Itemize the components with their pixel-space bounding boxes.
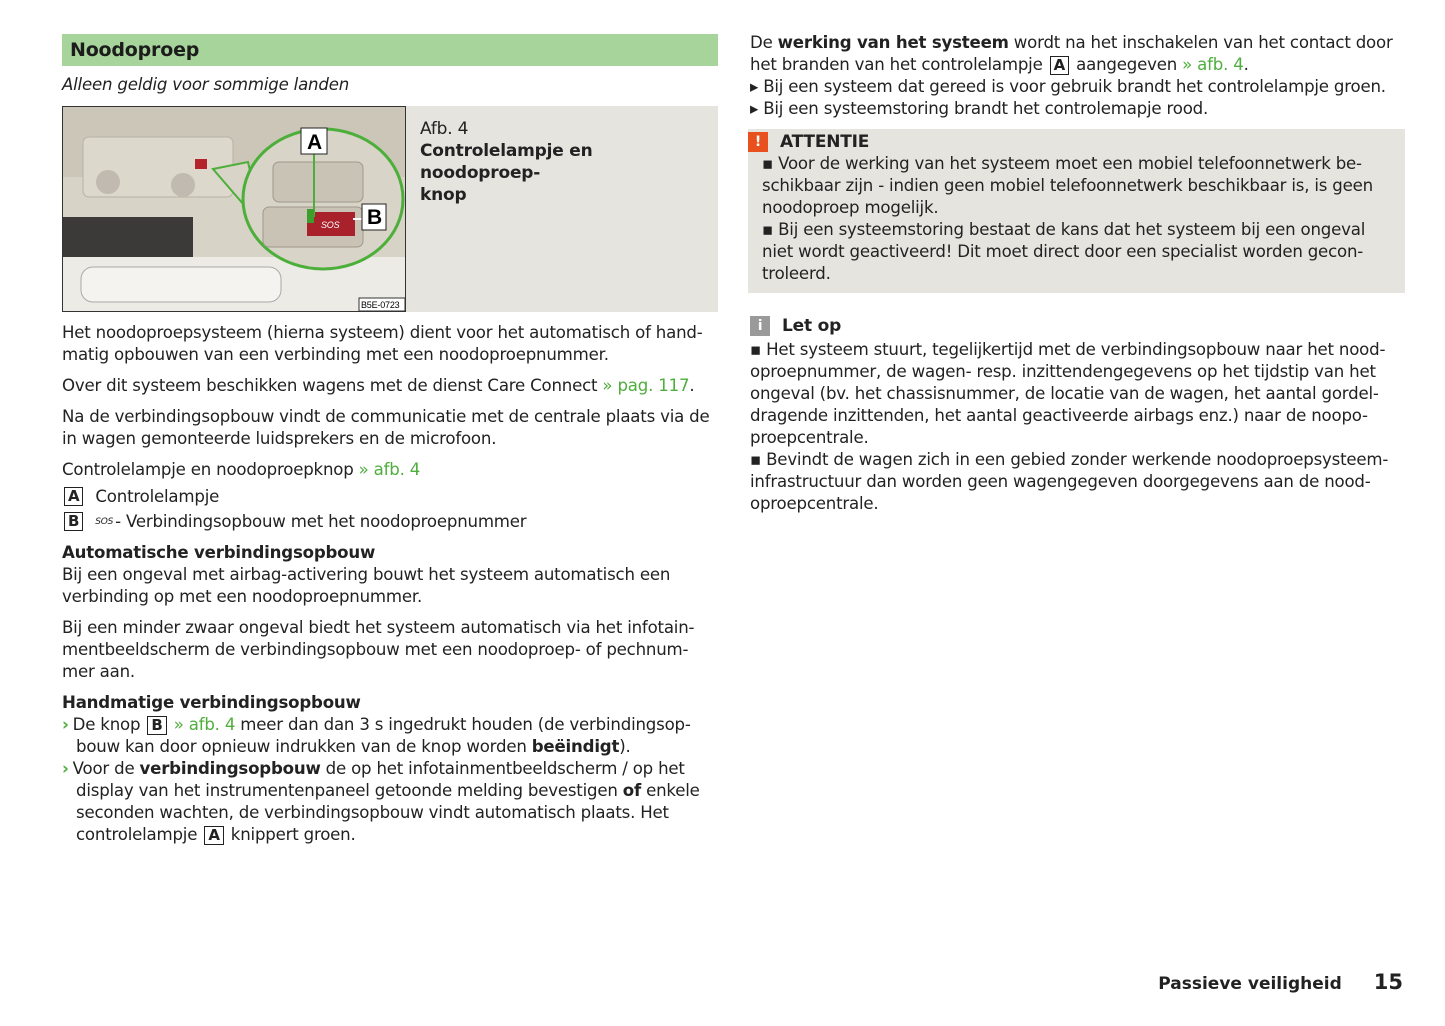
text-line bbox=[762, 219, 1393, 241]
note-text bbox=[750, 339, 1405, 515]
text-run: meer dan dan 3 s ingedrukt houden (de verbindingsop- bbox=[235, 715, 691, 734]
bold-text: verbindingsopbouw bbox=[139, 759, 321, 778]
legend-key: B bbox=[64, 512, 83, 531]
text-line bbox=[750, 98, 1405, 120]
sos-icon: SOS bbox=[95, 516, 114, 527]
text-line bbox=[762, 175, 1393, 197]
section-title: Noodoproep bbox=[62, 34, 718, 66]
note-box bbox=[750, 315, 1405, 515]
step-chevron-icon: › bbox=[62, 715, 69, 734]
text-line bbox=[62, 780, 718, 802]
note-header bbox=[750, 315, 1405, 337]
figure-caption-line: knop bbox=[420, 185, 467, 205]
info-icon: i bbox=[750, 316, 770, 336]
text-run: oproepcentrale. bbox=[750, 494, 879, 513]
text-line bbox=[762, 197, 1393, 219]
key-label: B bbox=[147, 716, 166, 735]
figure-code: B5E-0723 bbox=[361, 300, 400, 310]
text-run: matig opbouwen van een verbinding met een noodoproepnummer. bbox=[62, 345, 609, 364]
text-run: controlelampje bbox=[76, 825, 203, 844]
text-run: ongeval (bv. het chassisnummer, de locatie van de wagen, het aantal gordel- bbox=[750, 384, 1379, 403]
text-line bbox=[750, 383, 1405, 405]
bold-text: beëindigt bbox=[531, 737, 620, 756]
warning-title: ATTENTIE bbox=[780, 132, 870, 152]
text-line bbox=[750, 361, 1405, 383]
cross-reference-link[interactable]: » afb. 4 bbox=[1182, 55, 1244, 74]
intro bbox=[750, 32, 1405, 120]
legend-item-a bbox=[62, 484, 718, 509]
text-run: De knop bbox=[72, 715, 146, 734]
text-line bbox=[62, 758, 718, 780]
body-paragraphs bbox=[62, 322, 718, 481]
figure bbox=[62, 106, 718, 312]
text-run: . bbox=[689, 376, 695, 395]
legend bbox=[62, 484, 718, 534]
text-run: ▪ Het systeem stuurt, tegelijkertijd met de verbindingsopbouw naar het nood- bbox=[750, 340, 1386, 359]
text-run: Voor de bbox=[72, 759, 140, 778]
warning-header bbox=[748, 131, 1393, 153]
left-column bbox=[62, 34, 718, 846]
text-line bbox=[750, 449, 1405, 471]
text-line bbox=[62, 661, 718, 683]
text-line bbox=[750, 32, 1405, 54]
auto-paragraphs bbox=[62, 564, 718, 683]
legend-key: A bbox=[64, 487, 83, 506]
paragraph bbox=[62, 714, 718, 758]
text-run: in wagen gemonteerde luidsprekers en de microfoon. bbox=[62, 429, 497, 448]
paragraph bbox=[62, 322, 718, 366]
text-run: De bbox=[750, 33, 778, 52]
sos-label: SOS bbox=[321, 220, 340, 230]
text-line bbox=[762, 263, 1393, 285]
page-footer bbox=[1158, 970, 1403, 994]
text-run: ▪ Bij een systeemstoring bestaat de kans dat het systeem bij een ongeval bbox=[762, 220, 1366, 239]
paragraph bbox=[62, 375, 718, 397]
warning-text bbox=[762, 153, 1393, 285]
text-line bbox=[62, 617, 718, 639]
text-line bbox=[62, 736, 718, 758]
text-line bbox=[750, 427, 1405, 449]
step-chevron-icon: › bbox=[62, 759, 69, 778]
text-run: schikbaar zijn - indien geen mobiel telefoonnetwerk beschikbaar is, is geen bbox=[762, 176, 1373, 195]
text-run: infrastructuur dan worden geen wagengegeven doorgegevens aan de nood- bbox=[750, 472, 1371, 491]
key-label: A bbox=[204, 826, 223, 845]
text-line bbox=[762, 153, 1393, 175]
text-run: aangegeven bbox=[1071, 55, 1183, 74]
text-line bbox=[62, 406, 718, 428]
text-line bbox=[62, 428, 718, 450]
text-run: wordt na het inschakelen van het contact door bbox=[1008, 33, 1393, 52]
text-run: seconden wachten, de verbindingsopbouw vindt automatisch plaats. Het bbox=[76, 803, 669, 822]
paragraph bbox=[62, 459, 718, 481]
text-line bbox=[750, 493, 1405, 515]
text-line bbox=[750, 54, 1405, 76]
bold-text: werking van het systeem bbox=[777, 33, 1009, 52]
paragraph bbox=[62, 564, 718, 608]
text-line bbox=[62, 639, 718, 661]
text-line bbox=[750, 471, 1405, 493]
cross-reference-link[interactable]: » afb. 4 bbox=[168, 715, 236, 734]
text-line bbox=[62, 375, 718, 397]
text-line bbox=[62, 714, 718, 736]
text-line bbox=[62, 586, 718, 608]
text-run: ▸ Bij een systeem dat gereed is voor gebruik brandt het controlelampje groen. bbox=[750, 77, 1386, 96]
page-number: 15 bbox=[1373, 970, 1403, 994]
text-line bbox=[750, 339, 1405, 361]
text-run: het branden van het controlelampje bbox=[750, 55, 1048, 74]
marker-a: A bbox=[307, 131, 322, 154]
warning-icon: ! bbox=[748, 132, 768, 152]
text-line bbox=[750, 76, 1405, 98]
note-title: Let op bbox=[782, 316, 842, 336]
text-run: display van het instrumentenpaneel getoonde melding bevestigen bbox=[76, 781, 623, 800]
text-run: ▪ Voor de werking van het systeem moet een mobiel telefoonnetwerk be- bbox=[762, 154, 1362, 173]
text-run: proepcentrale. bbox=[750, 428, 869, 447]
figure-caption bbox=[406, 106, 718, 312]
text-line bbox=[750, 405, 1405, 427]
paragraph bbox=[762, 153, 1393, 285]
subtitle: Alleen geldig voor sommige landen bbox=[62, 75, 350, 94]
text-run: Bij een ongeval met airbag-activering bouwt het systeem automatisch een bbox=[62, 565, 671, 584]
text-run: dragende inzittenden, het aantal geactiveerde airbags enz.) naar de noopo- bbox=[750, 406, 1368, 425]
text-run: oproepnummer, de wagen- resp. inzittendengegevens op het tijdstip van het bbox=[750, 362, 1376, 381]
text-run: mer aan. bbox=[62, 662, 135, 681]
figure-label: Afb. 4 bbox=[420, 119, 469, 139]
text-run: Over dit systeem beschikken wagens met de dienst Care Connect bbox=[62, 376, 603, 395]
cross-reference-link[interactable]: » afb. 4 bbox=[358, 460, 421, 479]
text-run: Bij een minder zwaar ongeval biedt het systeem automatisch via het infotain- bbox=[62, 618, 695, 637]
chapter-name: Passieve veiligheid bbox=[1158, 974, 1342, 994]
text-line bbox=[762, 241, 1393, 263]
legend-text: - Verbindingsopbouw met het noodoproepnummer bbox=[115, 511, 527, 531]
text-line bbox=[62, 802, 718, 824]
text-line bbox=[62, 564, 718, 586]
text-run: troleerd. bbox=[762, 264, 831, 283]
text-line bbox=[62, 344, 718, 366]
paragraph bbox=[750, 32, 1405, 120]
text-run: niet wordt geactiveerd! Dit moet direct door een specialist worden gecon- bbox=[762, 242, 1364, 261]
text-run: ▸ Bij een systeemstoring brandt het controlemapje rood. bbox=[750, 99, 1209, 118]
paragraph bbox=[62, 758, 718, 846]
figure-caption-line: Controlelampje en noodoproep- bbox=[420, 141, 593, 183]
text-run: Controlelampje en noodoproepknop bbox=[62, 460, 359, 479]
text-run: ). bbox=[619, 737, 631, 756]
text-run: Na de verbindingsopbouw vindt de communicatie met de centrale plaats via de bbox=[62, 407, 710, 426]
text-run: . bbox=[1243, 55, 1249, 74]
bold-text: of bbox=[622, 781, 641, 800]
figure-image bbox=[62, 106, 406, 312]
heading-auto: Automatische verbindingsopbouw bbox=[62, 543, 376, 562]
text-run: knippert groen. bbox=[225, 825, 356, 844]
text-line bbox=[62, 322, 718, 344]
text-line bbox=[62, 824, 718, 846]
text-run: verbinding op met een noodoproepnummer. bbox=[62, 587, 423, 606]
paragraph bbox=[750, 339, 1405, 515]
text-run: mentbeeldscherm de verbindingsopbouw met een noodoproep- of pechnum- bbox=[62, 640, 689, 659]
text-run: Het noodoproepsysteem (hierna systeem) dient voor het automatisch of hand- bbox=[62, 323, 703, 342]
paragraph bbox=[62, 406, 718, 450]
manual-steps bbox=[62, 714, 718, 846]
paragraph bbox=[62, 617, 718, 683]
legend-item-b bbox=[62, 509, 718, 534]
text-run: noodoproep mogelijk. bbox=[762, 198, 939, 217]
cross-reference-link[interactable]: » pag. 117 bbox=[602, 376, 690, 395]
legend-text: Controlelampje bbox=[95, 486, 220, 506]
right-column bbox=[750, 32, 1405, 524]
text-run: de op het infotainmentbeeldscherm / op het bbox=[320, 759, 685, 778]
marker-b: B bbox=[367, 206, 382, 229]
text-run: enkele bbox=[641, 781, 700, 800]
text-run: bouw kan door opnieuw indrukken van de knop worden bbox=[76, 737, 532, 756]
key-label: A bbox=[1050, 56, 1069, 75]
text-line bbox=[62, 459, 718, 481]
text-run: ▪ Bevindt de wagen zich in een gebied zonder werkende noodoproepsysteem- bbox=[750, 450, 1389, 469]
heading-manual: Handmatige verbindingsopbouw bbox=[62, 693, 361, 712]
warning-box bbox=[748, 129, 1405, 293]
